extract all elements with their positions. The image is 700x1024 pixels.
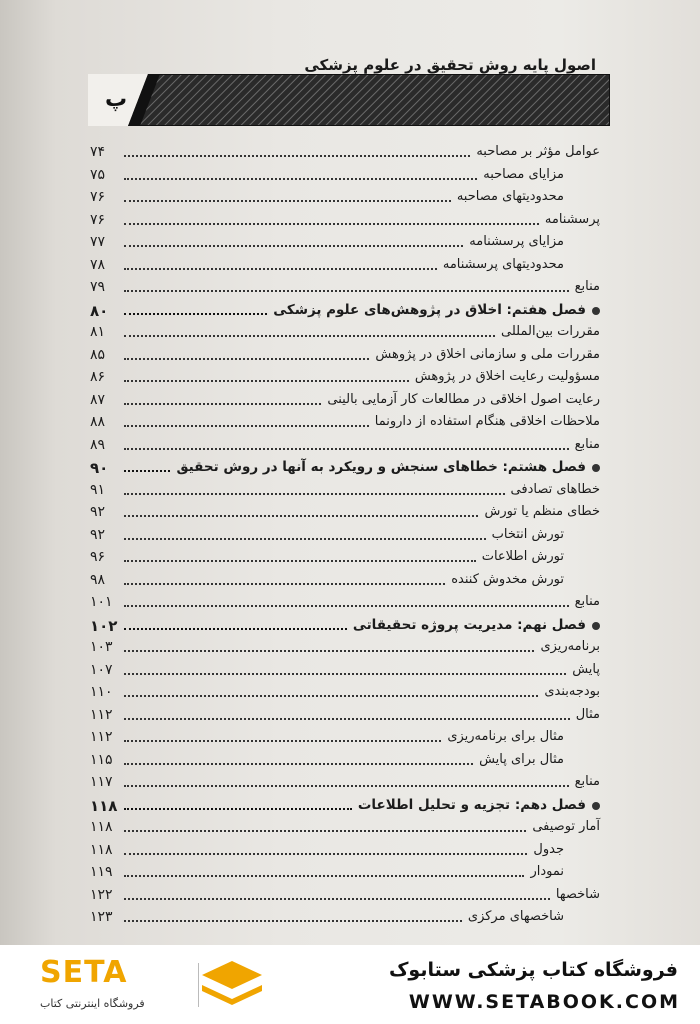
toc-entry-title: برنامه‌ریزی <box>540 639 600 654</box>
toc-entry <box>90 210 600 233</box>
toc-chapter-heading <box>90 457 600 480</box>
toc-entry-title: منابع <box>574 774 600 789</box>
chapter-bullet-icon <box>592 464 600 472</box>
leader-dots <box>124 538 486 540</box>
toc-entry <box>90 862 600 885</box>
leader-dots <box>124 605 569 607</box>
toc-entry-title: خطای منظم یا تورش <box>484 504 600 519</box>
toc-page-number: ۹۲ <box>90 504 106 520</box>
leader-dots <box>124 425 369 427</box>
store-footer <box>0 945 700 1024</box>
toc-entry-title: ملاحظات اخلاقی هنگام استفاده از دارونما <box>374 414 600 429</box>
toc-entry-title: عوامل مؤثر بر مصاحبه <box>476 144 600 159</box>
toc-page-number: ۸۸ <box>90 414 106 430</box>
store-logo-text: SETA <box>40 955 128 990</box>
toc-entry <box>90 502 600 525</box>
toc-entry <box>90 187 600 210</box>
section-letter: پ <box>104 87 128 112</box>
leader-dots <box>124 830 526 832</box>
toc-page-number: ۱۱۸ <box>90 841 113 858</box>
toc-entry <box>90 165 600 188</box>
leader-dots <box>124 245 463 247</box>
toc-page-number: ۷۴ <box>90 144 106 160</box>
toc-entry <box>90 637 600 660</box>
toc-entry-title: بودجه‌بندی <box>544 684 600 699</box>
leader-dots <box>124 898 550 900</box>
toc-page-number: ۱۱۰ <box>90 684 113 700</box>
toc-page-number: ۸۵ <box>90 346 106 363</box>
toc-entry <box>90 435 600 458</box>
toc-page-number: ۹۶ <box>90 549 106 565</box>
leader-dots <box>124 875 524 877</box>
toc-entry <box>90 412 600 435</box>
toc-entry <box>90 390 600 413</box>
toc-page-number: ۱۱۸ <box>90 796 118 815</box>
toc-entry-title: مثال برای برنامه‌ریزی <box>447 729 564 744</box>
leader-dots <box>124 763 473 765</box>
leader-dots <box>124 560 476 562</box>
chapter-bullet-icon <box>592 622 600 630</box>
toc-entry <box>90 570 600 593</box>
toc-entry <box>90 525 600 548</box>
toc-page-number: ۸۱ <box>90 324 106 340</box>
leader-dots <box>124 493 505 495</box>
toc-entry-title: تورش مخدوش کننده <box>451 571 564 587</box>
toc-entry-title: محدودیتهای مصاحبه <box>456 189 564 204</box>
leader-dots <box>124 290 569 292</box>
toc-entry <box>90 142 600 165</box>
toc-entry <box>90 547 600 570</box>
toc-page-number: ۹۱ <box>90 481 106 498</box>
leader-dots <box>124 335 495 337</box>
toc-entry <box>90 772 600 795</box>
toc-entry-title: منابع <box>574 594 600 609</box>
toc-entry-title: مثال برای پایش <box>479 751 564 767</box>
toc-entry-title: نمودار <box>530 864 564 879</box>
leader-dots <box>124 740 441 742</box>
toc-entry-title: رعایت اصول اخلاقی در مطالعات کار آزمایی بالینی <box>327 391 600 407</box>
toc-page-number: ۹۸ <box>90 571 106 588</box>
toc-page-number: ۸۷ <box>90 391 106 408</box>
toc-entry <box>90 277 600 300</box>
toc-entry-title: مزایای مصاحبه <box>483 166 564 182</box>
toc-entry-title: تورش انتخاب <box>491 526 564 542</box>
leader-dots <box>124 178 477 180</box>
toc-page-number: ۱۱۲ <box>90 706 113 723</box>
toc-page-number: ۸۹ <box>90 436 106 453</box>
toc-entry-title: مزایای پرسشنامه <box>469 234 564 249</box>
leader-dots <box>124 650 534 652</box>
toc-entry-title: شاخصها <box>555 886 600 902</box>
toc-page-number: ۱۰۷ <box>90 661 113 678</box>
toc-entry-title: مقررات بین‌المللی <box>501 324 600 339</box>
leader-dots <box>124 358 369 360</box>
table-of-contents <box>90 142 600 930</box>
toc-page-number: ۱۱۸ <box>90 819 113 835</box>
toc-page-number: ۱۱۹ <box>90 864 113 880</box>
toc-entry <box>90 817 600 840</box>
toc-page-number: ۱۰۲ <box>90 616 118 635</box>
toc-entry <box>90 480 600 503</box>
toc-page-number: ۹۰ <box>90 459 109 477</box>
toc-entry-title: فصل نهم: مدیریت پروژه تحقیقاتی <box>352 616 586 633</box>
toc-entry <box>90 907 600 930</box>
toc-entry-title: فصل دهم: تجزیه و تحلیل اطلاعات <box>357 796 586 813</box>
toc-entry-title: جدول <box>533 841 564 857</box>
leader-dots <box>124 628 347 630</box>
toc-entry <box>90 232 600 255</box>
leader-dots <box>124 695 538 697</box>
toc-entry-title: خطاهای تصادفی <box>510 481 600 497</box>
toc-entry-title: آمار توصیفی <box>532 819 600 834</box>
toc-page-number: ۱۲۲ <box>90 886 113 903</box>
toc-page-number: ۷۵ <box>90 166 106 183</box>
toc-entry <box>90 322 600 345</box>
toc-entry-title: منابع <box>574 279 600 294</box>
leader-dots <box>124 853 527 855</box>
toc-entry-title: فصل هشتم: خطاهای سنجش و رویکرد به آنها در روش تحقیق <box>176 459 586 475</box>
toc-page-number: ۷۸ <box>90 256 106 273</box>
chapter-bullet-icon <box>592 307 600 315</box>
toc-entry-title: مثال <box>575 706 600 722</box>
toc-entry-title: منابع <box>574 436 600 452</box>
toc-entry <box>90 255 600 278</box>
leader-dots <box>124 448 569 450</box>
toc-entry <box>90 660 600 683</box>
toc-entry <box>90 840 600 863</box>
toc-entry <box>90 682 600 705</box>
toc-page-number: ۸۶ <box>90 369 106 385</box>
running-title: اصول پایه روش تحقیق در علوم پزشکی <box>304 56 596 74</box>
leader-dots <box>124 785 569 787</box>
toc-entry-title: تورش اطلاعات <box>481 549 564 564</box>
leader-dots <box>124 515 478 517</box>
toc-page-number: ۱۱۲ <box>90 729 113 745</box>
leader-dots <box>124 200 451 202</box>
leader-dots <box>124 920 462 922</box>
leader-dots <box>124 808 352 810</box>
leader-dots <box>124 268 437 270</box>
toc-entry-title: محدودیتهای پرسشنامه <box>442 256 564 272</box>
toc-page-number: ۷۶ <box>90 211 106 228</box>
toc-entry-title: مقررات ملی و سازمانی اخلاق در پژوهش <box>375 346 600 362</box>
leader-dots <box>124 403 321 405</box>
chapter-bullet-icon <box>592 802 600 810</box>
toc-entry-title: مسؤولیت رعایت اخلاق در پژوهش <box>414 369 600 384</box>
toc-entry <box>90 885 600 908</box>
leader-dots <box>124 313 267 315</box>
toc-page-number: ۱۲۳ <box>90 909 113 925</box>
leader-dots <box>124 155 470 157</box>
toc-entry <box>90 750 600 773</box>
store-name: فروشگاه کتاب پزشکی ستابوک <box>388 959 678 981</box>
store-logo-subtitle: فروشگاه اینترنتی کتاب <box>40 997 145 1010</box>
leader-dots <box>124 380 409 382</box>
header-band <box>88 74 610 126</box>
leader-dots <box>124 583 445 585</box>
toc-page-number: ۷۶ <box>90 189 106 205</box>
toc-page-number: ۹۲ <box>90 526 106 543</box>
toc-entry <box>90 367 600 390</box>
toc-entry <box>90 705 600 728</box>
toc-page-number: ۷۹ <box>90 279 106 295</box>
toc-entry <box>90 592 600 615</box>
toc-entry-title: پرسشنامه <box>544 211 600 227</box>
leader-dots <box>124 470 170 472</box>
toc-entry-title: پایش <box>572 661 600 677</box>
toc-page-number: ۱۱۷ <box>90 774 113 790</box>
leader-dots <box>124 673 566 675</box>
toc-entry-title: فصل هفتم: اخلاق در پژوهش‌های علوم پزشکی <box>273 301 586 318</box>
leader-dots <box>124 223 539 225</box>
leader-dots <box>124 718 570 720</box>
toc-chapter-heading <box>90 300 600 323</box>
toc-page-number: ۸۰ <box>90 301 109 320</box>
toc-page-number: ۱۰۱ <box>90 594 113 610</box>
toc-entry <box>90 727 600 750</box>
toc-entry <box>90 345 600 368</box>
store-url[interactable]: WWW.SETABOOK.COM <box>408 991 680 1013</box>
book-logo-icon <box>198 957 266 1011</box>
toc-page-number: ۱۱۵ <box>90 751 113 768</box>
toc-chapter-heading <box>90 795 600 818</box>
toc-chapter-heading <box>90 615 600 638</box>
toc-page-number: ۱۰۳ <box>90 639 113 655</box>
toc-entry-title: شاخصهای مرکزی <box>467 909 564 924</box>
toc-page-number: ۷۷ <box>90 234 106 250</box>
